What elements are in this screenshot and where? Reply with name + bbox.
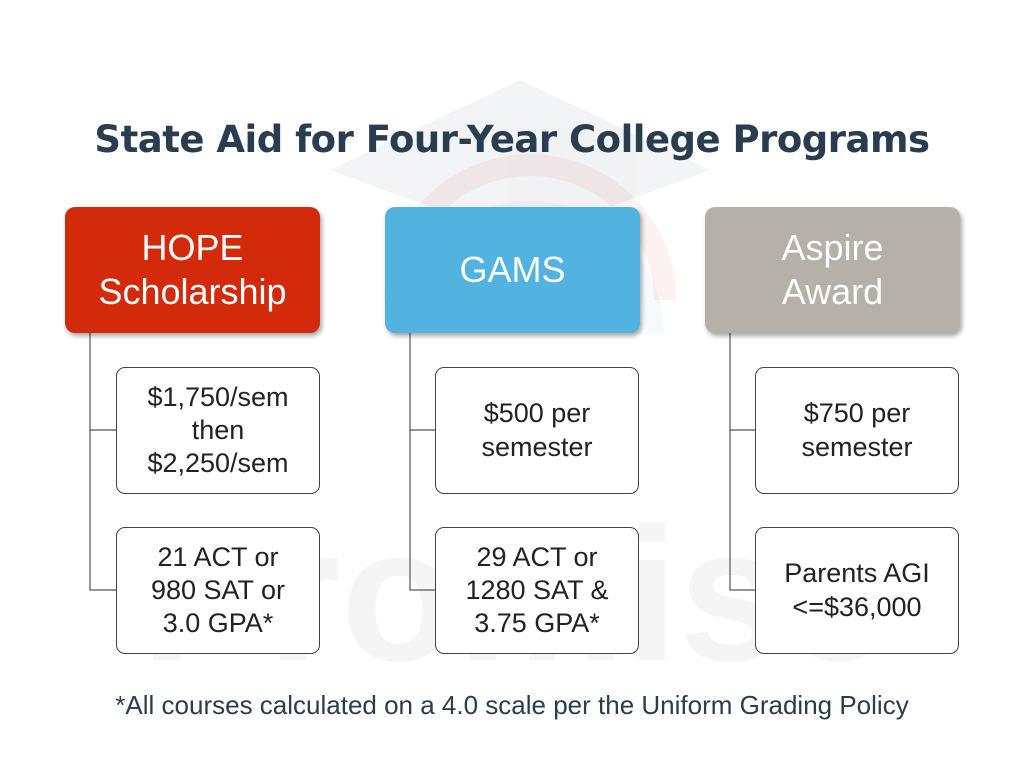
leaf-line: then	[191, 414, 245, 445]
page-title: State Aid for Four-Year College Programs	[94, 118, 930, 161]
leaf-line: 29 ACT or	[476, 541, 598, 572]
header-line: HOPE	[141, 227, 244, 269]
aspire-requirement-box	[755, 527, 959, 654]
hope-scholarship-header	[65, 207, 320, 333]
connector-gams	[410, 333, 435, 590]
leaf-line: <=$36,000	[792, 591, 922, 622]
leaf-line: $2,250/sem	[147, 448, 289, 479]
gams-header	[385, 207, 640, 333]
header-line: Award	[781, 271, 884, 312]
leaf-line: 3.0 GPA*	[162, 608, 274, 639]
leaf-line: 980 SAT or	[150, 574, 286, 605]
gams-requirement-box	[435, 527, 639, 654]
gams-amount-box	[435, 367, 639, 494]
leaf-line: 3.75 GPA*	[474, 608, 600, 639]
header-line: GAMS	[459, 249, 566, 291]
leaf-line: 21 ACT or	[157, 541, 279, 572]
leaf-line: Parents AGI	[784, 558, 930, 589]
connector-aspire	[730, 333, 755, 590]
leaf-line: 1280 SAT &	[465, 574, 609, 605]
connector-hope	[90, 333, 116, 590]
leaf-line: $750 per	[803, 398, 911, 429]
hope-amount-box	[116, 367, 320, 494]
leaf-line: semester	[801, 431, 913, 462]
header-line: Aspire	[781, 227, 884, 269]
header-line: Scholarship	[98, 271, 287, 312]
leaf-line: $500 per	[483, 398, 591, 429]
footnote: *All courses calculated on a 4.0 scale per the Uniform Grading Policy	[115, 690, 909, 720]
hope-requirement-box	[116, 527, 320, 654]
leaf-line: $1,750/sem	[147, 381, 289, 412]
aspire-award-header	[705, 207, 960, 333]
leaf-line: semester	[481, 431, 593, 462]
aspire-amount-box	[755, 367, 959, 494]
